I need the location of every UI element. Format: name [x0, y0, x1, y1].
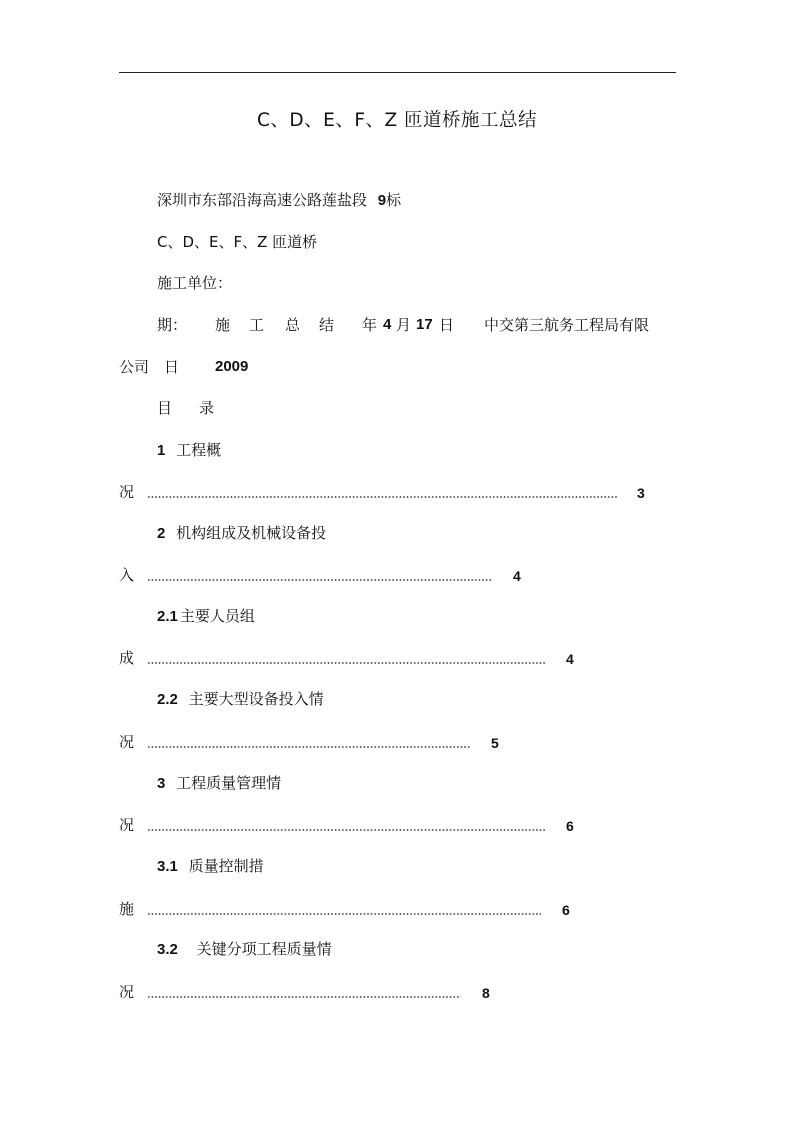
toc-entry-title — [157, 523, 326, 544]
day-number: 17 — [416, 316, 433, 333]
toc-entry-tail: 况 — [119, 816, 135, 834]
toc-entry-text: 主要大型设备投入情 — [188, 690, 324, 708]
toc-entry-text: 主要人员组 — [179, 607, 255, 625]
toc-entry-leader-row — [119, 899, 589, 919]
year-number: 2009 — [215, 358, 249, 375]
toc-entry-page: 6 — [566, 818, 574, 834]
dot-leader — [147, 913, 541, 915]
toc-entry-leader-row — [119, 648, 589, 668]
toc-entry-title — [157, 773, 281, 794]
toc-entry-page: 8 — [482, 985, 490, 1001]
toc-entry-tail: 况 — [119, 983, 135, 1001]
toc-entry-text: 工程质量管理情 — [176, 774, 282, 792]
toc-entry-page: 4 — [566, 651, 574, 667]
project-name: 深圳市东部沿海高速公路莲盐段 — [157, 191, 368, 209]
toc-entry-number: 1 — [157, 442, 166, 459]
toc-entry-number: 2.1 — [157, 608, 178, 625]
header-rule — [119, 72, 676, 73]
toc-entry-page: 5 — [491, 735, 499, 751]
toc-entry-text: 质量控制措 — [188, 857, 264, 875]
summary-char-2: 工 — [249, 316, 265, 334]
summary-char-1: 施 — [215, 316, 231, 334]
dot-leader — [147, 746, 471, 748]
year-char: 年 — [362, 316, 378, 334]
toc-entry-leader-row — [119, 482, 659, 502]
toc-entry-tail: 况 — [119, 483, 135, 501]
cover-line-bridge: C、D、E、F、Z 匝道桥 — [157, 233, 318, 251]
toc-entry-title — [157, 440, 221, 461]
summary-char-4: 结 — [319, 316, 335, 334]
cover-line-project — [157, 190, 401, 211]
toc-entry-page: 3 — [637, 485, 645, 501]
cover-line-unit: 施工单位： — [157, 274, 233, 292]
toc-entry-leader-row — [119, 982, 519, 1002]
toc-entry-page: 6 — [562, 902, 570, 918]
day-char: 日 — [439, 316, 455, 334]
section-suffix: 标 — [386, 191, 402, 209]
toc-entry-text: 工程概 — [176, 441, 222, 459]
day-label: 日 — [164, 358, 180, 376]
month-char: 月 — [396, 316, 412, 334]
toc-entry-leader-row — [119, 565, 539, 585]
company-tail: 公司 — [119, 358, 150, 376]
toc-entry-number: 2.2 — [157, 691, 178, 708]
toc-heading-char-1: 目 — [157, 399, 173, 417]
month-number: 4 — [383, 316, 392, 333]
company-name: 中交第三航务工程局有限 — [484, 316, 650, 334]
toc-entry-tail: 入 — [119, 566, 135, 584]
dot-leader — [147, 662, 545, 664]
dot-leader — [147, 829, 545, 831]
toc-entry-title — [157, 856, 264, 877]
toc-entry-number: 3.2 — [157, 941, 178, 958]
toc-heading-char-2: 录 — [199, 399, 215, 417]
dot-leader — [147, 579, 493, 581]
dot-leader — [147, 996, 461, 998]
toc-entry-tail: 况 — [119, 733, 135, 751]
toc-entry-tail: 施 — [119, 900, 135, 918]
toc-entry-title — [157, 606, 255, 627]
toc-entry-tail: 成 — [119, 649, 135, 667]
toc-entry-title — [157, 939, 332, 960]
toc-entry-text: 机构组成及机械设备投 — [176, 524, 327, 542]
toc-entry-text: 关键分项工程质量情 — [196, 940, 332, 958]
toc-entry-title — [157, 689, 324, 710]
section-number: 9 — [377, 192, 387, 209]
toc-entry-number: 3.1 — [157, 858, 178, 875]
document-title: C、D、E、F、Z 匝道桥施工总结 — [256, 110, 538, 131]
summary-char-3: 总 — [285, 316, 301, 334]
toc-entry-number: 2 — [157, 525, 166, 542]
date-label: 期： — [157, 316, 188, 334]
toc-entry-leader-row — [119, 815, 589, 835]
toc-entry-leader-row — [119, 732, 519, 752]
toc-entry-number: 3 — [157, 775, 166, 792]
dot-leader — [147, 496, 617, 498]
toc-entry-page: 4 — [513, 568, 521, 584]
